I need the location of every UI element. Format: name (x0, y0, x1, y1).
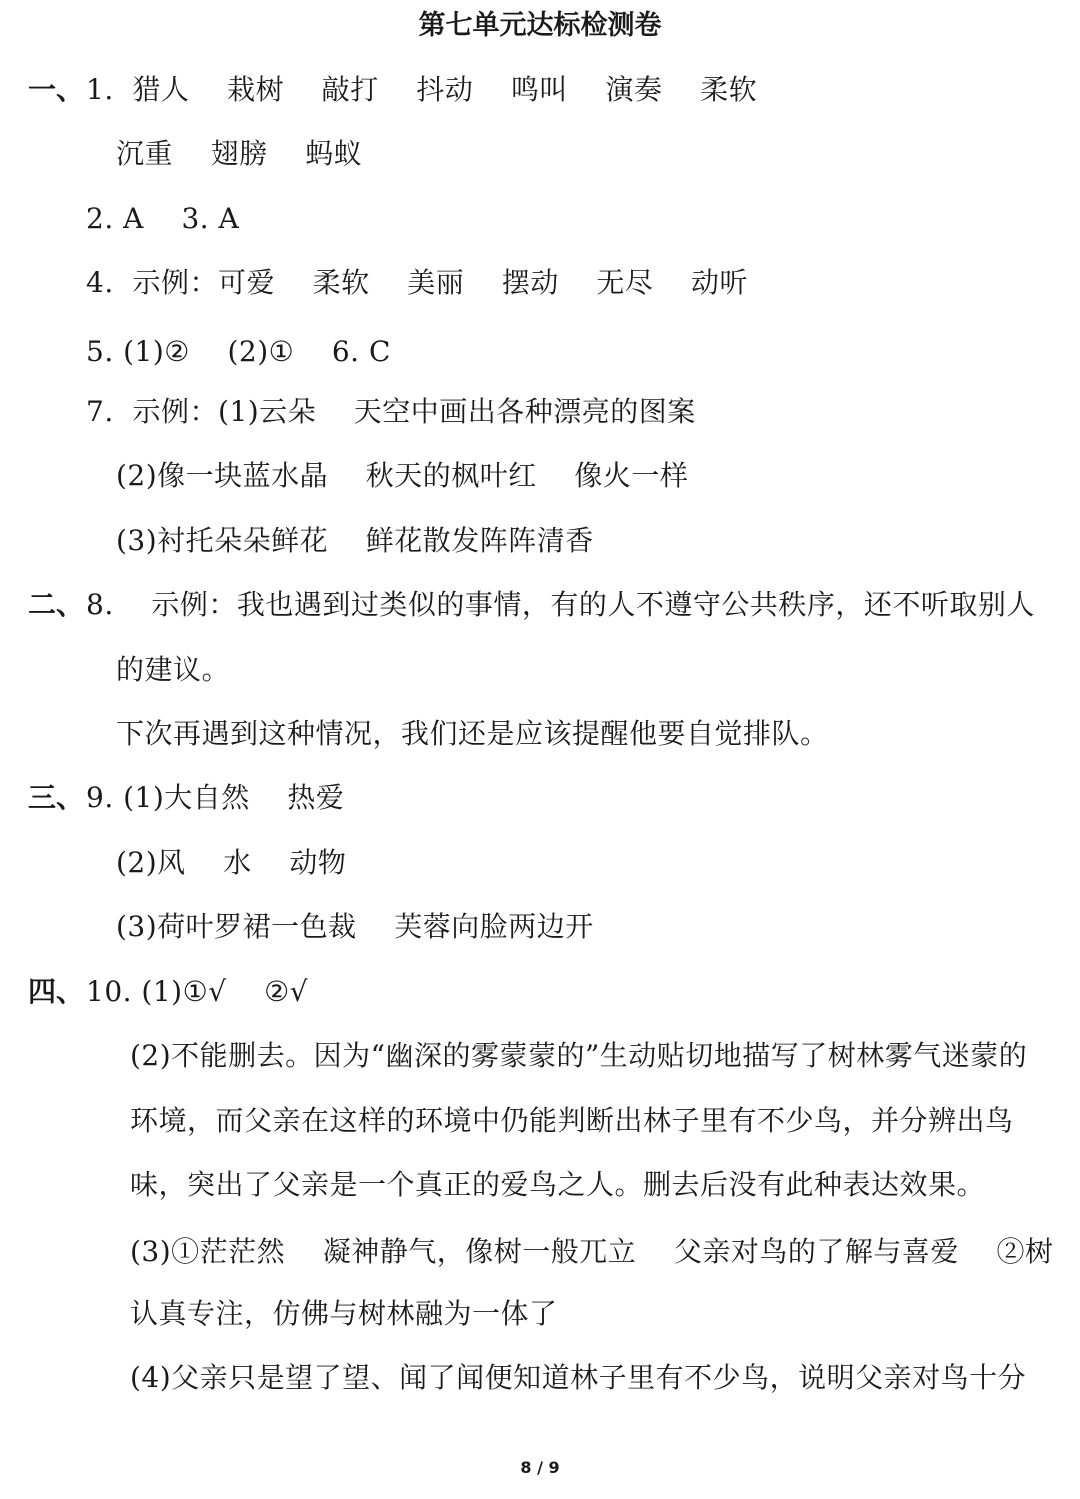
answer-line-2: 沉重 翅膀 蚂蚁 (116, 137, 363, 170)
section-one-label: 一、 (28, 73, 85, 106)
answer-line-7: (2)像一块蓝水晶 秋天的枫叶红 像火一样 (116, 459, 689, 492)
answer-line-19: (3)①茫茫然 凝神静气，像树一般兀立 父亲对鸟的了解与喜爱 ②树 (130, 1235, 1054, 1268)
answer-line-5: 5. (1)② (2)① 6. C (86, 335, 391, 368)
section-four-label: 四、 (28, 975, 85, 1008)
answer-line-17: 环境，而父亲在这样的环境中仍能判断出林子里有不少鸟，并分辨出鸟 (130, 1104, 1014, 1137)
section-three-label: 三、 (28, 781, 85, 814)
answer-line-16: (2)不能删去。因为“幽深的雾蒙蒙的”生动贴切地描写了树林雾气迷蒙的 (130, 1039, 1028, 1072)
answer-line-13: (2)风 水 动物 (116, 846, 347, 879)
answer-line-4: 4. 示例：可爱 柔软 美丽 摆动 无尽 动听 (86, 266, 749, 299)
section-two-label: 二、 (28, 588, 85, 621)
answer-line-9: 8. 示例：我也遇到过类似的事情，有的人不遵守公共秩序，还不听取别人 (86, 588, 1035, 621)
answer-line-1: 1. 猎人 栽树 敲打 抖动 鸣叫 演奏 柔软 (86, 73, 758, 106)
answer-line-20: 认真专注，仿佛与树林融为一体了 (130, 1297, 558, 1330)
answer-line-15: 10. (1)①√ ②√ (86, 975, 309, 1008)
page-title: 第七单元达标检测卷 (418, 10, 662, 41)
answer-line-14: (3)荷叶罗裙一色裁 芙蓉向脸两边开 (116, 910, 594, 943)
answer-line-11: 下次再遇到这种情况，我们还是应该提醒他要自觉排队。 (116, 717, 829, 750)
answer-line-18: 味，突出了父亲是一个真正的爱鸟之人。删去后没有此种表达效果。 (130, 1168, 986, 1201)
page-number: 8 / 9 (520, 1458, 560, 1477)
answer-line-8: (3)衬托朵朵鲜花 鲜花散发阵阵清香 (116, 524, 594, 557)
answer-line-21: (4)父亲只是望了望、闻了闻便知道林子里有不少鸟，说明父亲对鸟十分 (130, 1361, 1027, 1394)
answer-line-3: 2. A 3. A (86, 202, 240, 235)
answer-line-12: 9. (1)大自然 热爱 (86, 781, 345, 814)
answer-line-10: 的建议。 (116, 653, 231, 686)
answer-line-6: 7. 示例：(1)云朵 天空中画出各种漂亮的图案 (86, 395, 696, 428)
